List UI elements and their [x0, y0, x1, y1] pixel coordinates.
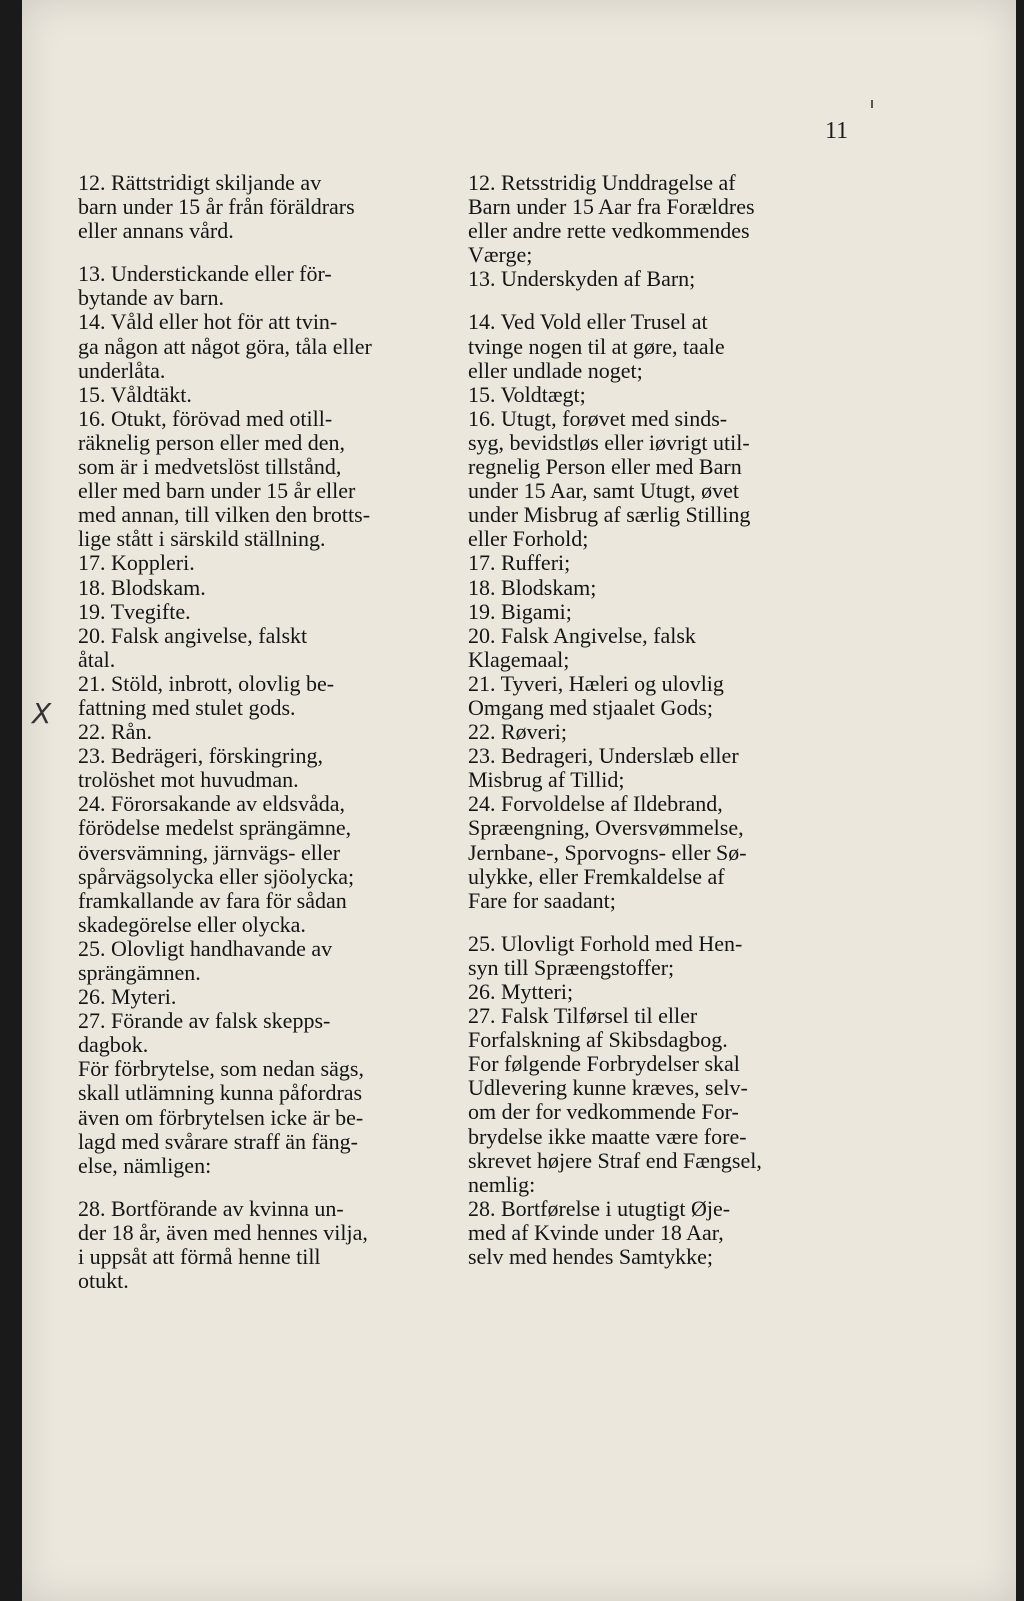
- entry-19-sv: 19. Tvegifte.: [78, 598, 191, 624]
- entry-25-da: 25. Ulovligt Forhold med Hen- syn till Spræengstoffer;: [468, 930, 743, 980]
- entry-15-da: 15. Voldtægt;: [468, 381, 586, 407]
- spacer: [78, 243, 454, 262]
- entry-18-sv: 18. Blodskam.: [78, 574, 206, 600]
- spacer: [78, 1178, 454, 1197]
- entry-17-da: 17. Rufferi;: [468, 550, 571, 576]
- entry-26-sv: 26. Myteri.: [78, 984, 177, 1010]
- entry-13-sv: 13. Understickande eller för- bytande av barn.: [78, 261, 332, 311]
- entry-20-da: 20. Falsk Angivelse, falsk Klagemaal;: [468, 622, 696, 672]
- entry-24-sv: 24. Förorsakande av eldsvåda, förödelse medelst sprängämne, översvämning, järnvägs- eller spårvägsolycka eller sjöolycka; framkallande av fara för sådan skadegörelse eller olycka.: [78, 791, 355, 937]
- scanned-page: [22, 0, 1016, 1601]
- entry-16-da: 16. Utugt, forøvet med sinds- syg, bevidstløs eller iøvrigt util- regnelig Person eller med Barn under 15 Aar, samt Utugt, øvet under Misbrug af særlig Stilling eller Forhold;: [468, 405, 751, 552]
- entry-21-da: 21. Tyveri, Hæleri og ulovlig Omgang med stjaalet Gods;: [468, 670, 724, 720]
- entry-16-sv: 16. Otukt, förövad med otill- räknelig person eller med den, som är i medvetslöst tillstånd, eller med barn under 15 år eller med annan, till vilken den brotts- lige stått i särskild ställning.: [78, 405, 371, 552]
- entry-18-da: 18. Blodskam;: [468, 574, 597, 600]
- entry-22-da: 22. Røveri;: [468, 719, 567, 745]
- spacer: [468, 291, 844, 310]
- entry-14-sv: 14. Våld eller hot för att tvin- ga någon att något göra, tåla eller underlåta.: [78, 309, 372, 383]
- entry-13-da: 13. Underskyden af Barn;: [468, 266, 696, 292]
- scan-tick-mark: [871, 100, 873, 108]
- entry-24-da: 24. Forvoldelse af Ildebrand, Spræengning, Oversvømmelse, Jernbane-, Sporvogns- eller Sø- ulykke, eller Fremkaldelse af Fare for saadant;: [468, 791, 747, 913]
- entry-28-sv: 28. Bortförande av kvinna un- der 18 år, även med hennes vilja, i uppsåt att förmå henne till otukt.: [78, 1195, 368, 1294]
- entry-27-da: 27. Falsk Tilførsel til eller Forfalskning af Skibsdagbog.: [468, 1003, 728, 1053]
- entry-23-sv: 23. Bedrägeri, förskingring, trolöshet mot huvudman.: [78, 743, 323, 793]
- entry-12-da: 12. Retsstridig Unddragelse af Barn under 15 Aar fra Forældres eller andre rette vedkommendes Værge;: [468, 170, 755, 268]
- entry-12-sv: 12. Rättstridigt skiljande av barn under 15 år från föräldrars eller annans vård.: [78, 170, 355, 244]
- entry-20-sv: 20. Falsk angivelse, falskt åtal.: [78, 622, 308, 672]
- entry-28-da: 28. Bortførelse i utugtigt Øje- med af Kvinde under 18 Aar, selv med hendes Samtykke;: [468, 1195, 731, 1270]
- entry-17-sv: 17. Koppleri.: [78, 550, 195, 576]
- swedish-column: [78, 171, 454, 1293]
- paragraph-intro-sv: För förbrytelse, som nedan sägs, skall utlämning kunna påfordras även om förbrytelsen icke är be- lagd med svårare straff än fäng- else, nämligen:: [78, 1056, 364, 1178]
- entry-19-da: 19. Bigami;: [468, 598, 572, 624]
- paragraph-intro-da: For følgende Forbrydelser skal Udlevering kunne kræves, selv- om der for vedkommende For- brydelse ikke maatte være fore- skrevet højere Straf end Fængsel, nemlig:: [468, 1051, 762, 1197]
- page-number: 11: [825, 118, 849, 144]
- entry-23-da: 23. Bedrageri, Underslæb eller Misbrug af Tillid;: [468, 743, 739, 793]
- spacer: [468, 913, 844, 932]
- entry-21-sv: 21. Stöld, inbrott, olovlig be- fattning med stulet gods.: [78, 670, 335, 720]
- danish-column: [468, 171, 844, 1269]
- margin-annotation-mark: X: [32, 697, 52, 730]
- entry-22-sv: 22. Rån.: [78, 719, 152, 745]
- entry-27-sv: 27. Förande av falsk skepps- dagbok.: [78, 1008, 331, 1058]
- entry-26-da: 26. Mytteri;: [468, 979, 574, 1004]
- entry-25-sv: 25. Olovligt handhavande av sprängämnen.: [78, 935, 333, 985]
- entry-14-da: 14. Ved Vold eller Trusel at tvinge nogen til at gøre, taale eller undlade noget;: [468, 309, 725, 383]
- entry-15-sv: 15. Våldtäkt.: [78, 381, 192, 407]
